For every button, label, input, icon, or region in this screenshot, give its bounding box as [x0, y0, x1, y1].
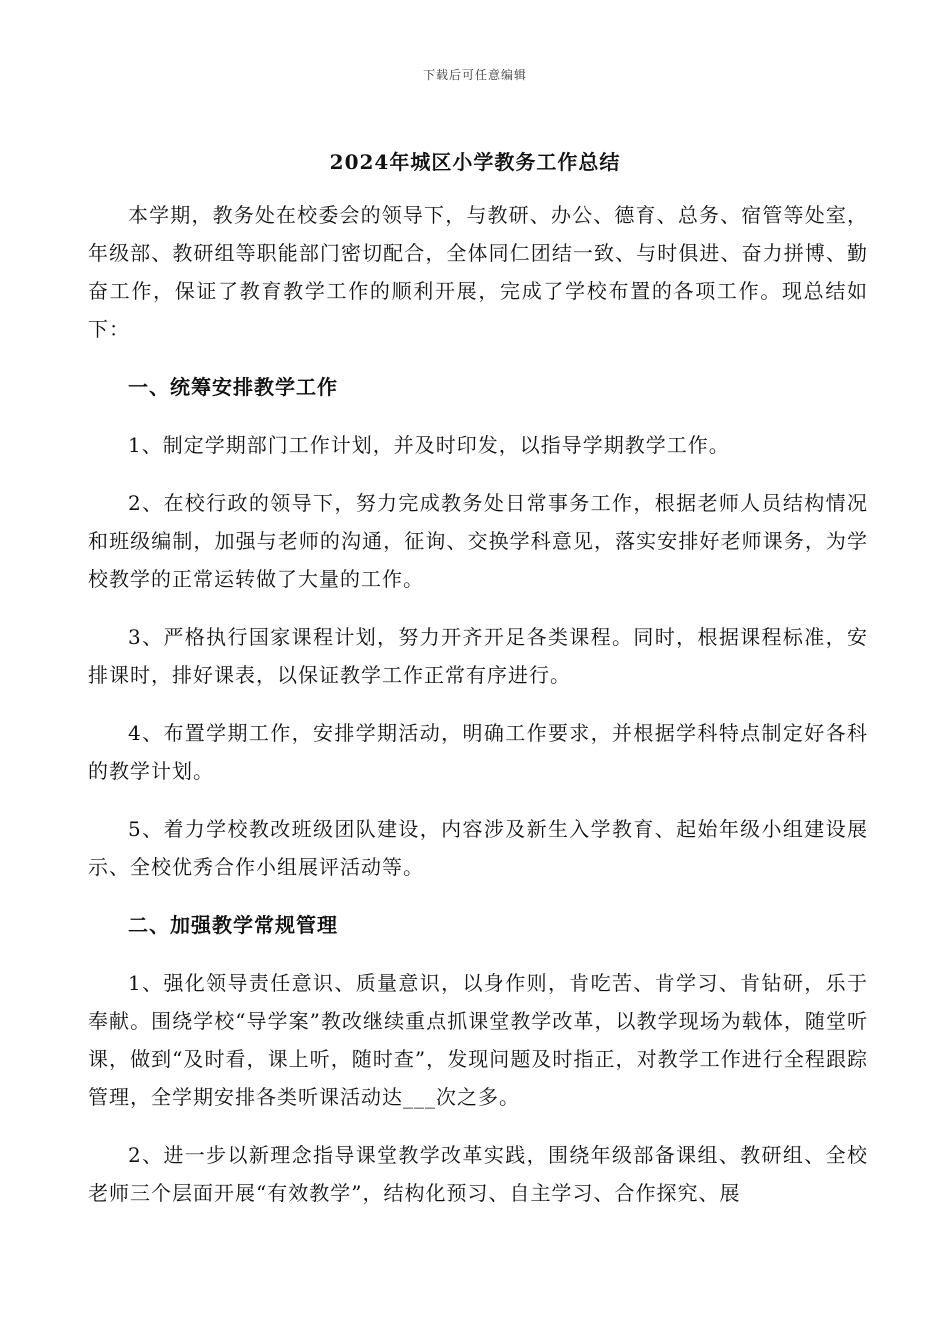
section-1-paragraph-3: 3、严格执行国家课程计划，努力开齐开足各类课程。同时，根据课程标准，安排课时，排好课表，以保证教学工作正常有序进行。	[88, 625, 868, 687]
section-1-paragraph-2: 2、在校行政的领导下，努力完成教务处日常事务工作，根据老师人员结构情况和班级编制，加强与老师的沟通，征询、交换学科意见，落实安排好老师课务，为学校教学的正常运转做了大量的工作。	[88, 491, 868, 591]
document-title: 2024年城区小学教务工作总结	[329, 150, 621, 174]
section-2-paragraph-2: 2、进一步以新理念指导课堂教学改革实践，围绕年级部备课组、教研组、全校老师三个层面开展“有效教学”，结构化预习、自主学习、合作探究、展	[88, 1143, 868, 1205]
section-1-paragraph-5: 5、着力学校教改班级团队建设，内容涉及新生入学教育、起始年级小组建设展示、全校优秀合作小组展评活动等。	[88, 817, 868, 879]
section-2-paragraph-1: 1、强化领导责任意识、质量意识，以身作则，肯吃苦、肯学习、肯钻研，乐于奉献。围绕学校“导学案”教改继续重点抓课堂教学改革，以教学现场为载体，随堂听课，做到“及时看，课上听，随时查”，发现问题及时指正，对教学工作进行全程跟踪管理，全学期安排各类听课活动达___次之多。	[88, 971, 868, 1109]
intro-paragraph: 本学期，教务处在校委会的领导下，与教研、办公、德育、总务、宿管等处室，年级部、教研组等职能部门密切配合，全体同仁团结一致、与时俱进、奋力拼博、勤奋工作，保证了教育教学工作的顺利开展，完成了学校布置的各项工作。现总结如下：	[88, 203, 868, 341]
document-body	[88, 196, 868, 1212]
section-heading-1: 一、统筹安排教学工作	[128, 375, 338, 399]
section-1-paragraph-4: 4、布置学期工作，安排学期活动，明确工作要求，并根据学科特点制定好各科的教学计划。	[88, 721, 868, 783]
section-1-paragraph-1: 1、制定学期部门工作计划，并及时印发，以指导学期教学工作。	[128, 433, 730, 457]
page-header-note: 下载后可任意编辑	[422, 68, 527, 82]
section-heading-2: 二、加强教学常规管理	[128, 913, 338, 937]
